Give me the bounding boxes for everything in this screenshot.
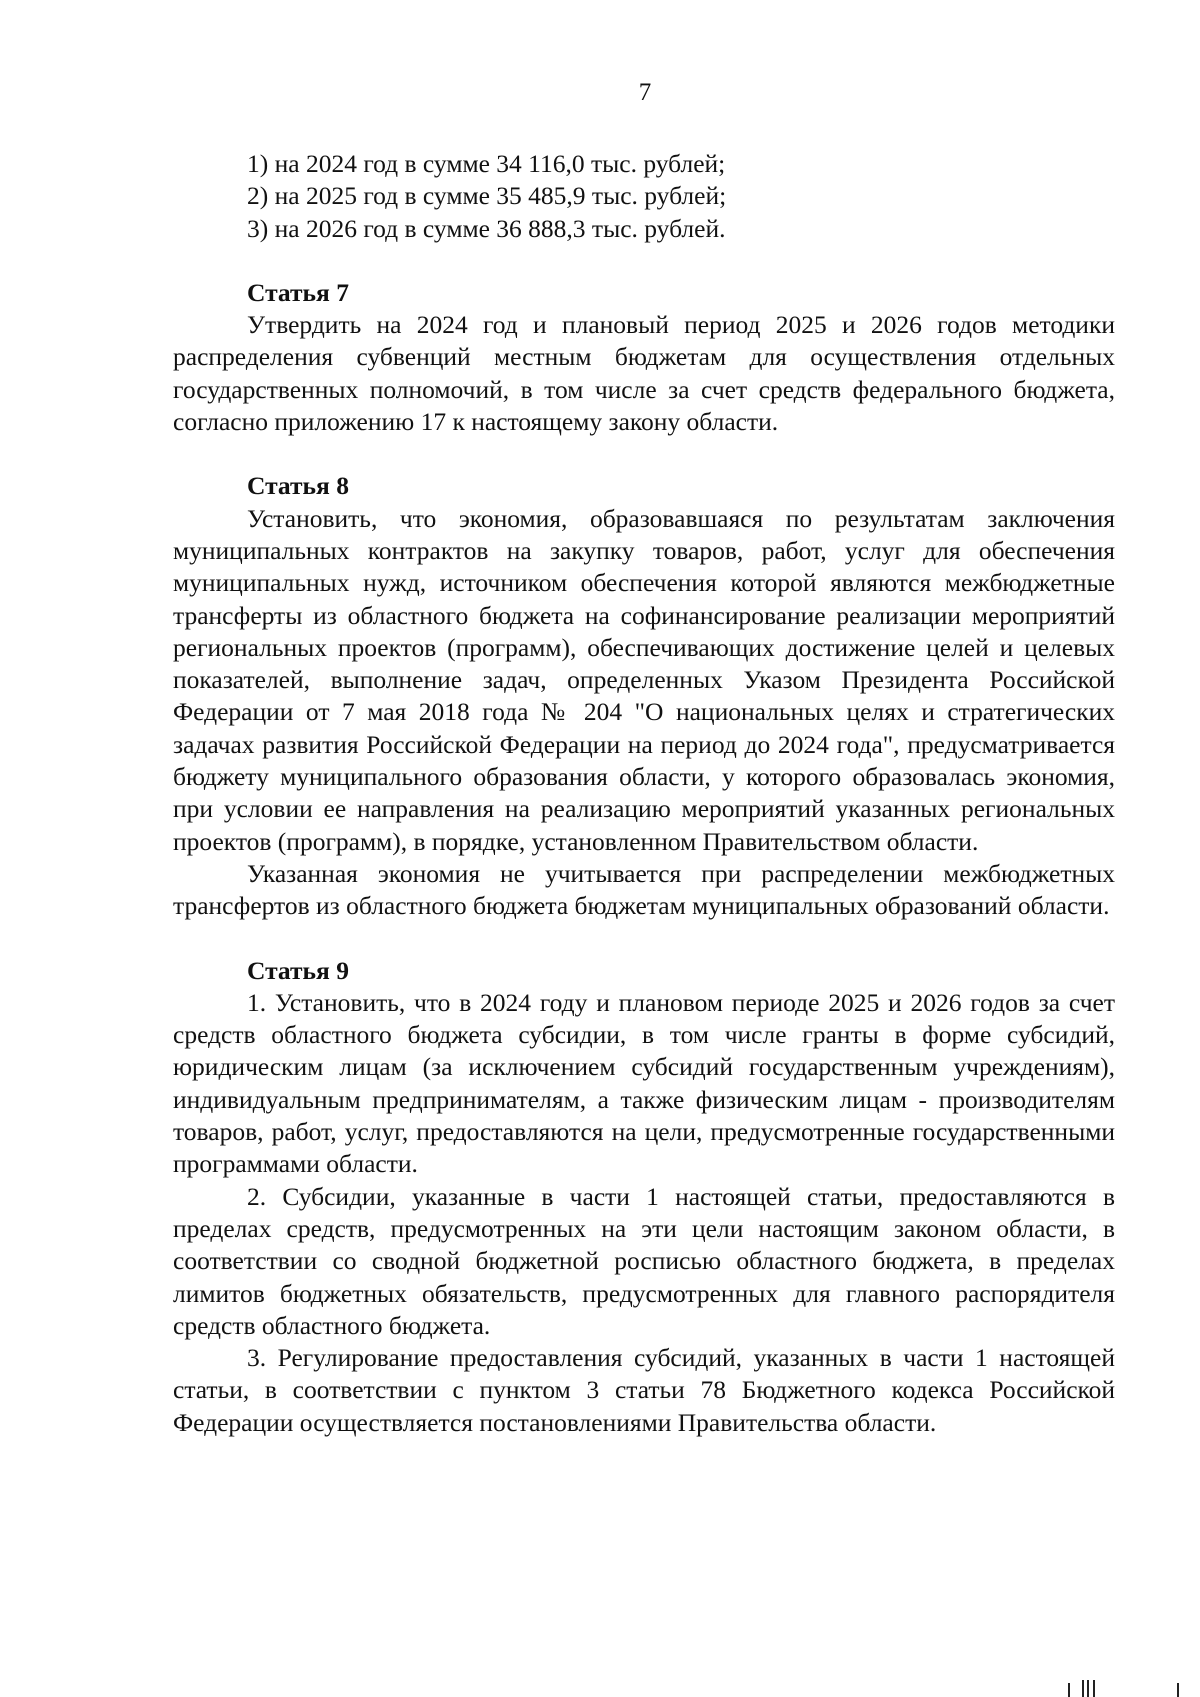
article-title: Статья 8 [247,471,349,501]
sum-item-2025: 2) на 2025 год в сумме 35 485,9 тыс. рублей; [247,181,727,211]
article-9 [173,955,1115,1439]
scan-artifact-mark [1068,1683,1070,1697]
article-7 [173,277,1115,438]
article-paragraph: 1. Установить, что в 2024 году и плановом периоде 2025 и 2026 годов за счет средств областного бюджета субсидии, в том числе гранты в форме субсидий, юридическим лицам (за исключением субсидий государственным учреждениям), индивидуальным предпринимателям, а также физическим лицам - производителям товаров, работ, услуг, предоставляются на цели, предусмотренные государственными программами области. [173,987,1115,1179]
scan-artifact-mark [1177,1683,1179,1697]
sums-list [173,148,1115,245]
scan-artifact-mark [1093,1680,1095,1697]
document-body [173,148,1115,1439]
article-paragraph: Установить, что экономия, образовавшаяся по результатам заключения муниципальных контрактов на закупку товаров, работ, услуг для обеспечения муниципальных нужд, источником обеспечения которой являются межбюджетные трансферты из областного бюджета на софинансирование реализации мероприятий региональных проектов (программ), обеспечивающих достижение целей и целевых показателей, выполнение задач, определенных Указом Президента Российской Федерации от 7 мая 2018 года № 204 "О национальных целях и стратегических задачах развития Российской Федерации на период до 2024 года", предусматривается бюджету муниципального образования области, у которого образовалась экономия, при условии ее направления на реализацию мероприятий указанных региональных проектов (программ), в порядке, установленном Правительством области. [173,503,1115,856]
sum-item-2024: 1) на 2024 год в сумме 34 116,0 тыс. рублей; [247,149,726,178]
article-paragraph: 2. Субсидии, указанные в части 1 настоящей статьи, предоставляются в пределах средств, предусмотренных на эти цели настоящим законом области, в соответствии со сводной бюджетной росписью областного бюджета, в пределах лимитов бюджетных обязательств, предусмотренных для главного распорядителя средств областного бюджета. [173,1181,1115,1340]
article-paragraph: 3. Регулирование предоставления субсидий, указанных в части 1 настоящей статьи, в соответствии с пунктом 3 статьи 78 Бюджетного кодекса Российской Федерации осуществляется постановлениями Правительства области. [173,1343,1115,1437]
scan-artifact-mark [1087,1680,1089,1697]
article-paragraph: Утвердить на 2024 год и плановый период 2025 и 2026 годов методики распределения субвенций местным бюджетам для осуществления отдельных государственных полномочий, в том числе за счет средств федерального бюджета, согласно приложению 17 к настоящему закону области. [173,310,1115,437]
article-title: Статья 9 [247,955,349,985]
sum-item-2026: 3) на 2026 год в сумме 36 888,3 тыс. рублей. [247,213,726,243]
article-title: Статья 7 [247,277,349,307]
article-8 [173,470,1115,922]
scan-artifact-mark [1082,1680,1084,1697]
article-paragraph: Указанная экономия не учитывается при распределении межбюджетных трансфертов из областного бюджета бюджетам муниципальных образований области. [173,858,1115,921]
page-number: 7 [638,79,652,106]
